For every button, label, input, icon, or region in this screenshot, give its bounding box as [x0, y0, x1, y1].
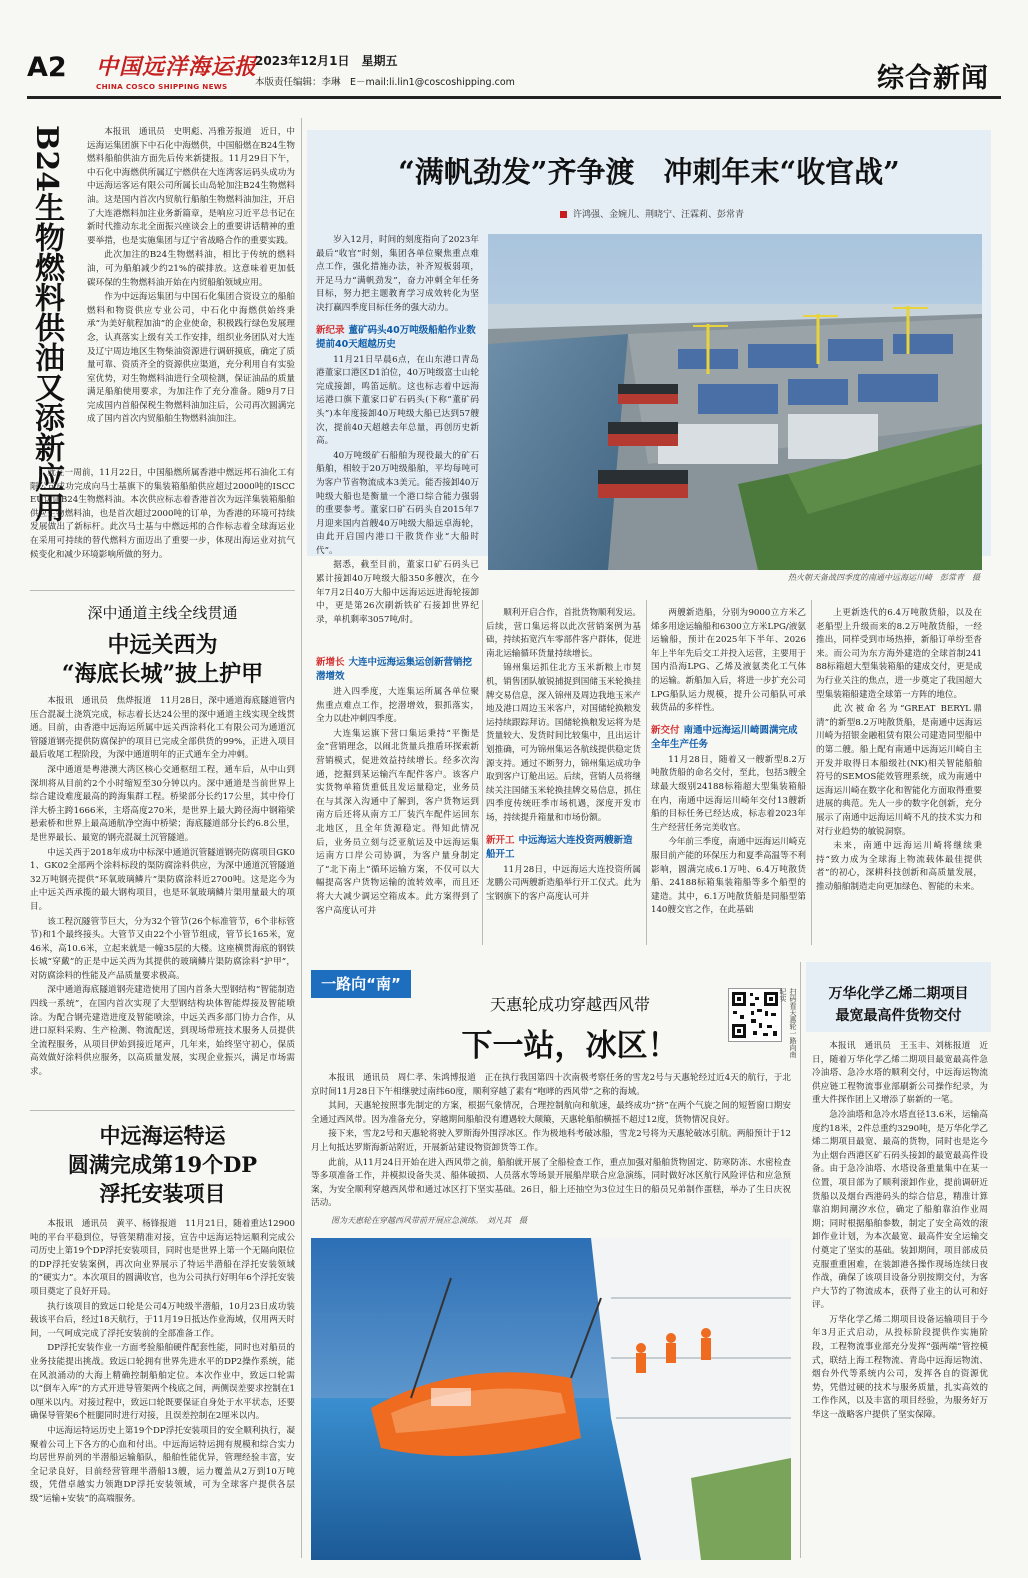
- section-title: 综合新闻: [877, 63, 989, 94]
- divider: [30, 1110, 295, 1111]
- feature-col1-lower: [316, 648, 479, 919]
- b24-headline: B24生物燃料供油又添新应用: [29, 125, 64, 523]
- south-photo-caption: 图为天惠轮在穿越西风带前开展应急演练。 刘凡其 摄: [331, 1215, 527, 1225]
- qr-caption: 扫码看天惠轮一路向南纪实: [779, 988, 797, 1058]
- feature-c1b-para-2: 大连集运旗下营口集运秉持“平衡是金”营销理念，以闹北货量兵推盾环探索新营销模式，促进效益持续增长。经多次沟通，挖掘到某运输汽车配件客户。该客户实货物单箱货重低且发运量稳定，业务员在与其深入沟通中了解到，客户货物运到南方后还将从南方工厂装汽车配件运回东北地区，且全年货源稳定。得知此情况后，业务员立刻与泛亚航运及中远海运集运南方口岸公司协调，为客户量身制定了“北下南上”循环运输方案，不仅可以大幅提高客户货物运输的流转效率，而且还将大大减少调运空箱成本。此方案得到了客户高度认可并: [316, 728, 479, 916]
- lifeboat-photo-svg: [311, 1238, 791, 1560]
- byline-marker-icon: [560, 211, 567, 218]
- south-headline: 下一站，冰区！: [461, 1028, 679, 1064]
- feature-c1-para-3: 据悉，截至目前，董家口矿石码头已累计接卸40万吨级大船350多艘次，在今年7月2日40万大船中远海运远进海轮接卸中，更是第26次刷新铁矿石接卸世界纪录，单机剩率3057吨/时。: [316, 560, 479, 625]
- feature-c4-para-1: 上更新迭代的6.4万吨散货船，以及在老船型上升级而来的8.2万吨散货船，一经推出，同样受到市场热捧，新船订单纷至沓来。而公司为东方海外建造的全球首制24188标箱超大型集装箱船的建成交付，更是成为行业关注的焦点，进一步奠定了我国超大型集装箱船建造全球第一方阵的地位。: [816, 608, 982, 700]
- wanhua-para-3: 万华化学乙烯二期项目设备运输项目于今年3月正式启动，从投标阶段提供作实施阶段，工程物流事业部充分发挥“强两端”管控模式，联结上海工程物流、青岛中远海运物流、烟台外代等系统内公司，发挥各自的资源优势，凭借过硬的技术与服务质量，扎实高效的工作作风，以及丰富的项目经验，为服务好万华这一战略客户提供了坚实保障。: [812, 1314, 988, 1421]
- b24-para-2: 此次加注的B24生物燃料油，相比于传统的燃料油，可为船舶减少约21%的碳排放。这意味着更加低碳环保的生物燃料油开始在内贸船舶领域应用。: [87, 250, 295, 288]
- b24-body-top: [87, 126, 295, 428]
- wanhua-body: [812, 1040, 988, 1424]
- dp-para-3: DP浮托安装作业一方面考验船舶硬件配套性能，同时也对船员的业务技能提出挑战。致远口轮拥有世界先进水平的DP2操作系统，能在风浪涌动的大海上精确控制船舶定位。本次作业中，致远口轮需以“倒车入库”的方式开进导管架两个栈底之间，两侧误差要求控制在10厘米以内。对接过程中，致远口轮既要保证自身处于水平状态，还要确保导管架6个桩腿同时进行对接，且误差控制在2厘米以内。: [30, 1343, 295, 1422]
- shipyard-photo: [488, 234, 982, 570]
- feature-c2-para-2: 锦州集运抓住北方玉米新粮上市契机，销售团队敏锐捕捉到国储玉米轮换挂牌交易信息，深入锦州及周边我地玉米产地及港口周边玉米客户，对国储轮换粮发运持续跟踪拜访。国储轮换粮发运将为是货量较大、发货时间比较集中，且出运计划推确，可为锦州集运各航线提供稳定货源支持。通过不断努力，锦州集运成功争取到客户订舱出运。后续，营销人员将继续关注国储玉米轮换挂牌交易信息，抓住四季度传统旺季市场机遇，深度开发市场，持续提升箱量和市场份额。: [486, 663, 641, 823]
- sub-tag: 新开工: [486, 834, 515, 846]
- south-body: [311, 1072, 791, 1226]
- feature-col2: [486, 607, 641, 905]
- feature-sub-4: [651, 722, 806, 750]
- qr-code-icon: [729, 989, 781, 1041]
- feature-c1-para-2: 40万吨级矿石船舶为现役最大的矿石船舶，相较于20万吨级船舶，平均每吨可为客户节省物流成本3美元。能否接卸40万吨级大船也是衡量一个港口综合能力强弱的重要参考。董家口矿石码头自2015年7月迎来国内首艘40万吨级大船远卓海轮，由此开启国内港口干散货作业“大船时代”。: [316, 450, 479, 556]
- feature-intro-para: 岁入12月，时间的刻度指向了2023年最后“收官”时刻，集团各单位聚焦重点难点工作，强化措施办法，补齐短板弱项，开足马力“满帆劲发”，奋力冲刺全年任务目标，努力把主题教育学习成效转化为坚决打赢四季度目标任务的强大动力。: [316, 235, 479, 313]
- masthead-rule: [27, 96, 1001, 99]
- south-banner: [311, 970, 411, 998]
- issue-date: 2023年12月1日 星期五: [255, 54, 398, 68]
- shenzhong-kicker: 深中通道主线全线贯通: [87, 604, 238, 622]
- column-rule: [301, 118, 302, 1558]
- dp-para-2: 执行该项目的致远口轮是公司4万吨级半潜船，10月23日成功装载该平台后，经过18天航行，于11月19日抵达作业海域，仅用两天时间，一气呵成完成了浮托安装前的全部准备工作。: [30, 1301, 295, 1339]
- shenzhong-para-3: 中远关西于2018年成功中标深中通道沉管隧道钢壳防腐项目GK01、GK02全部两个涂料标段的渠防腐涂料供应，为深中通道沉管隧道32万吨钢壳提供“环氧玻璃鳞片”渠防腐涂料近2700吨。这是迄今为止中远关西承揽的最大钢构项目，也是环氧玻璃鳞片渠用量最大的项目。: [30, 847, 295, 912]
- feature-headline: “满帆劲发”齐争渡 冲刺年末“收官战”: [398, 155, 900, 189]
- feature-col4: [816, 607, 982, 895]
- sub-tag: 新交付: [651, 724, 680, 736]
- b24-para-1: 本报讯 通讯员 史明彪、冯雅芳报道 近日，中远海运集团旗下中石化中海燃供，中国船燃在B24生物燃料船舶供油方面先后传来新捷报。11月29日下午，中石化中海燃供所属辽宁燃供在大连湾客运码头成功为中远海运客运有限公司所属长山岛轮加注B24生物燃料油。这是国内首次内贸航行船舶生物燃料油加注，开启了大连港燃料加注业务新篇章，是响应习近平总书记在新时代推动东北全面振兴座谈会上的重要讲话精神的重要举措，也是实施集团与辽宁省战略合作的重要实践。: [87, 127, 295, 246]
- column-rule: [646, 600, 647, 945]
- feature-sub-3: [486, 832, 641, 860]
- feature-c4-para-2: 此次被命名为“GREAT BERYL鼎清”的新型8.2万吨散货船，是南通中远海运川崎为招银金融租赁有限公司建造同型船中的第二艘。船上配有南通中远海运川崎自主开发并取得日本船级社(NK)相关智能船舶符号的SEMOS能效管理系统，成为南通中远海运川崎在数字化和智能化方面取得重要进展的典范。先人一步的数字化创新，充分展示了南通中远海运川崎不凡的技术实力和对行业趋势的敏锐洞察。: [816, 704, 982, 837]
- feature-intro: [316, 234, 479, 628]
- editor-line: 本版责任编辑：李琳 E－mail:li.lin1@coscoshipping.com: [255, 77, 515, 88]
- wanhua-para-2: 急冷油塔和急冷水塔直径13.6米，运输高度约18米，2件总重约3290吨，是万华化学乙烯二期项目最宽、最高的货物，同时也是迄今为止烟台西港区矿石码头接卸的最宽最高件设备。由于急冷油塔、水塔设备重量集中在某一位置，项目部为了顺利滚卸作业，提前调研近货船以及烟台西港码头的综合信息，精准计算靠泊期间潮汐水位，确定了船舶靠泊作业周期；同时根据船舶参数，制定了安全高效的滚卸作业计划，为本次最宽、最高件安全运输交付奠定了坚实的基础。装卸期间，项目部成员克服重重困难，在装卸港各操作现场连续日夜作战，确保了该项目设备分别按期交付，为客户大节约了物流成本，获得了业主的认可和好评。: [812, 1109, 988, 1311]
- masthead-logo: [96, 50, 258, 91]
- dp-para-1: 本报讯 通讯员 黄平、杨锋报道 11月21日，随着重达12900吨的平台平稳到位，导管架精准对接，宣告中远海运特运顺利完成公司历史上第19个DP浮托安装项目，同时也是世界上第一个无隔向限位的DP浮托安装案例，再次向业界展示了特运半潜船在浮托安装领域的“硬实力”。本次项目的圆满收官，也为公司执行好明年6个浮托安装项目奠定了良好开局。: [30, 1219, 295, 1297]
- dp-para-4: 中远海运特运历史上第19个DP浮托安装项目的安全顺利执行，凝聚着公司上下各方的心血和付出。中远海运特运拥有规模和综合实力均居世界前列的半潜船运输船队，船舶性能优异，管理经验丰富，安全记录良好，目前经营管理半潜船13艘，运力覆盖从2万到10万吨级，凭借卓越实力领跑DP浮托安装领域，可为全球客户提供各层级“运输+安装”的高端服务。: [30, 1425, 295, 1504]
- sub-tag: 新纪录: [316, 324, 345, 336]
- dp-body: [30, 1218, 295, 1507]
- lifeboat-photo: [311, 1238, 791, 1560]
- wanhua-headline-2: 最宽最高件货物交付: [835, 1008, 962, 1024]
- sub-title: 中远海运大连投资两艘新造船开工: [486, 834, 633, 860]
- feature-byline: [560, 207, 744, 220]
- column-rule: [800, 962, 801, 1558]
- wanhua-para-1: 本报讯 通讯员 王玉丰、刘栋报道 近日，随着万华化学乙烯二期项目最宽最高件急冷油塔、急冷水塔的顺利交付，中远海运物流供应链工程物流事业部刷新公司操作纪录，为重大件探作团上又增添了崭新的一笔。: [812, 1041, 988, 1106]
- sub-title: 董矿码头40万吨级船舶作业数提前40天超越历史: [316, 324, 476, 350]
- dp-headline-1: 中远海运特运: [99, 1123, 226, 1148]
- qr-code[interactable]: [728, 988, 782, 1042]
- feature-c3-para-1: 两艘新造船，分别为9000立方米乙烯多用途运输船和6300立方米LPG/液氨运输船，预计在2025年下半年、2026年上半年先后交工并投入运营，主要用于国内沿海LPG、乙烯及液氨类化工气体的运输。新船加入后，将进一步扩充公司LPG船队运力规模，提升公司船队可承载货品的多样性。: [651, 608, 806, 714]
- feature-sub-1: [316, 322, 479, 350]
- divider: [30, 590, 295, 591]
- shenzhong-headline-2: “海底长城”披上护甲: [61, 661, 264, 687]
- column-rule: [482, 600, 483, 945]
- shipyard-photo-svg: [488, 234, 982, 570]
- south-banner-text: 一路向“南”: [321, 975, 401, 993]
- feature-c3b-para-2: 今年前三季度，南通中远海运川崎克服目前产能的环保压力和夏季高温等不利影响，圆满完成6.1万吨、6.4万吨散货船、24188标箱集装箱船等多个船型的建造。其中，6.1万吨散货船是同船型第140艘交官之作，在此基础: [651, 837, 806, 916]
- sub-tag: 新增长: [316, 657, 345, 668]
- feature-col3: [651, 607, 806, 919]
- b24-body-bottom: [30, 467, 295, 563]
- wanhua-headline-1: 万华化学乙烯二期项目: [828, 986, 969, 1002]
- shenzhong-para-2: 深中通道是粤港澳大湾区核心交通枢纽工程，通车后，从中山到深圳将从目前约2个小时缩短至30分钟以内。深中通道是当前世界上综合建设难度最高的跨海集群工程。桥梁部分长约17公里，其中伶仃洋大桥主跨1666米，主塔高度270米，是世界上最大跨径海中钢箱梁悬索桥和世界上最高通航净空海中桥梁；海底隧道部分长约6.8公里，是世界最长、最宽的钢壳混凝土沉管隧道。: [30, 764, 295, 843]
- feature-c1b-para-1: 进入四季度，大连集运所属各单位聚焦重点难点工作，挖潜增效，狠抓落实，全力以赴冲刺四季度。: [316, 687, 479, 725]
- feature-c4-para-3: 未来，南通中远海运川崎将继续秉持“致力成为全球海上物流载体最佳提供者”的初心，深耕科技创新和高质量发展，推动船舶制造走向更加绿色、智能的未来。: [816, 841, 982, 892]
- feature-sub-2: [316, 654, 479, 682]
- shenzhong-para-5: 深中通道海底隧道钢壳建造使用了国内首条大型钢结构“智能制造四线一系统”，在国内首次实现了大型钢结构块体智能焊接及智能喷涂。为配合钢壳建造进度及智能喷涂，中远关西多部门协力合作，从进口原料采购、生产检测、物流配送，到现场带班技术服务人员提供全流程服务，从项目伊始到接近尾声，几年来，始终坚守初心，保质高效做好涂料供应服务，以高质量发展，实现企业振兴，满足市场需求。: [30, 985, 295, 1078]
- page-number: A2: [27, 52, 67, 83]
- shenzhong-body: [30, 695, 295, 1081]
- feature-c1-para-1: 11月21日早晨6点，在山东港口青岛港董家口港区D1泊位，40万吨级富士山轮完成接卸，鸣笛远航。这也标志着中远海运港口旗下董家口矿石码头(下称“董矿码头”)本年度接卸40万吨级大船已达到57艘次，提前40天超越去年总量，再创历史新高。: [316, 354, 479, 447]
- sub-title: 大连中远海运集运创新营销挖潜增效: [316, 657, 473, 682]
- feature-byline-text: 许鸿强、金婉儿、荆晓宁、汪霖莉、彭常青: [573, 210, 745, 220]
- south-para-2: 其间，天惠轮按照事先制定的方案，根据气象情况，合理控制航向和航速，最终成功“挤”在两个气旋之间的短暂窗口期安全通过西风带。因为准备充分，穿越期间船舶没有遭遇较大颠簸，天惠轮船舶横摇不超过12度，货物情况良好。: [311, 1101, 791, 1125]
- column-rule: [811, 600, 812, 945]
- logo-cn: 中国远洋海运报: [96, 54, 258, 80]
- b24-para-3: 作为中远海运集团与中国石化集团合资设立的船舶燃料和物资供应专业公司，中石化中海燃供始终秉承“为美好航程加油”的企业使命，积极践行绿色发展理念，认真落实上级有关工作安排，组织业务团队对大连及辽宁周边地区生物柴油资源进行调研摸底，确定了质量可靠、资质齐全的资源供应渠道，充分利用自有实验室优势，对生物燃料油进行全项检测，保证油品的质量满足船舶使用要求，为加注作了充分准备。随9月7日完成国内首船保税生物燃料油加注后，公司再次圆满完成了国内首次内贸船舶生物燃料油加注。: [87, 292, 295, 425]
- sub-title: 南通中远海运川崎圆满完成全年生产任务: [651, 724, 798, 750]
- b24-para-4: 就在一周前，11月22日，中国船燃所属香港中燃远邦石油化工有限公司成功完成向马士基旗下的集装箱船舶供应超过2000吨的ISCC EU认证B24生物燃料油。本次供应标志着香港首次为远洋集装箱船舶供应生物燃料油，也是首次超过2000吨的订单，为香港的环境可持续发展做出了新标杆。此次马士基与中燃远邦的合作标志着全球海运业在采用可持续的替代燃料方面迈出了重要一步，体现出海运业对抗气候变化和减少环境影响所做的努力。: [30, 468, 295, 560]
- shenzhong-headline-1: 中远关西为: [107, 632, 218, 658]
- dp-headline-3: 浮托安装项目: [99, 1181, 226, 1206]
- dp-headline-2: 圆满完成第19个DP: [67, 1152, 258, 1177]
- south-para-1: 本报讯 通讯员 周仁孝、朱鸿博报道 正在执行我国第四十次南极考察任务的雪龙2号与天惠轮经过近4天的航行，于北京时间11月28日下午相继驶过南纬60度，顺利穿越了素有“咆哮的西风带”之称的海域。: [311, 1073, 791, 1097]
- feature-c3b-para-1: 11月28日，随着又一艘新型8.2万吨散货船的命名交付，至此，包括3艘全球最大级别24188标箱超大型集装箱船在内，南通中远海运川崎年交付13艘新船的目标任务已经达成，标志着2023年生产经营任务完美收官。: [651, 754, 806, 833]
- feature-c2b-para-1: 11月28日，中远海运大连投资所属龙鹏公司两艘新造船举行开工仪式。此为宝钢旗下的客户高度认可并: [486, 864, 641, 902]
- logo-en: CHINA COSCO SHIPPING NEWS: [96, 82, 228, 91]
- south-para-3: 接下来，雪龙2号和天惠轮将驶入罗斯海外围浮冰区。作为极地科考破冰船，雪龙2号将为天惠轮破冰引航。两船预计于12月上旬抵达罗斯海新站附近，开展新站建设物资卸货等工作。: [311, 1129, 791, 1153]
- feature-c2-para-1: 顺利开启合作，首批货物顺利发运。后续，营口集运将以此次营销案例为基础，持续拓宽汽车零部件客户群体，促进南北运输循环货量持续增长。: [486, 608, 641, 659]
- shenzhong-para-1: 本报讯 通讯员 焦烨报道 11月28日，深中通道海底隧道管内压合混凝土浇筑完成，标志着长达24公里的深中通道主线实现全线贯通。目前，由香港中远海运所属中远关西涂料化工有限公司为通道沉管隧道钢壳提供防腐保护的项目已完成全部供货的99%，正进入项目最后收尾工程阶段，为深中通道明年的正式通车全力冲刺。: [30, 696, 295, 761]
- shipyard-photo-caption: 热火朝天备战四季度的南通中远海运川崎 彭常青 摄: [788, 573, 980, 582]
- shenzhong-para-4: 该工程沉隧管节巨大，分为32个管节(26个标准管节，6个非标管节)和1个最终接头。大管节又由22个小管节组成，管节长165米，宽46米，高10.6米，立起来就是一幢35层的大楼。这座横贯海底的钢铁长城“穿戴”的正是中远关西为其提供的玻璃鳞片渠防腐涂料“护甲”，对防腐涂料的性能及产品质量要求极高。: [30, 916, 295, 981]
- south-kicker: 天惠轮成功穿越西风带: [489, 995, 650, 1014]
- south-para-4: 此前，从11月24日开始在进入西风带之前，船舶就开展了全船检查工作，重点加强对船舶货物固定、防寒防冻、水密检查等多项准备工作，并模拟设备失灵、船体破损、人员落水等场景开展船岸联合应急演练，同时做好冰区航行风险评估和应急预案，为安全顺利穿越西风带和通过冰区打下坚实基础。26日，船上还抽空为3位过生日的船员兄弟制作蛋糕，举办了生日庆祝活动。: [311, 1157, 791, 1209]
